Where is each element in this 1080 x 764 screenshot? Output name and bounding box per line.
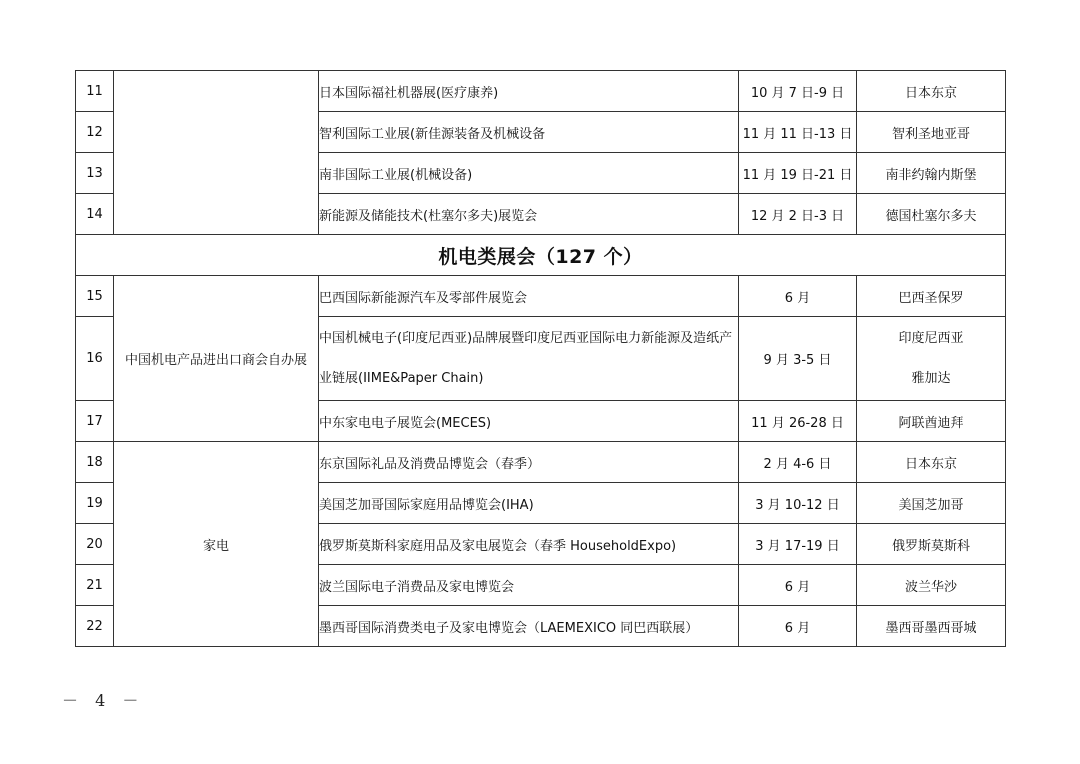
category-cell — [114, 71, 319, 235]
exhibition-location: 南非约翰内斯堡 — [857, 153, 1006, 194]
exhibition-location: 阿联酋迪拜 — [857, 401, 1006, 442]
row-number: 15 — [76, 276, 114, 317]
row-number: 12 — [76, 112, 114, 153]
row-number: 22 — [76, 606, 114, 647]
row-number: 20 — [76, 524, 114, 565]
exhibition-name: 墨西哥国际消费类电子及家电博览会（LAEMEXICO 同巴西联展） — [319, 606, 739, 647]
exhibition-date: 11 月 11 日-13 日 — [739, 112, 857, 153]
exhibition-date: 6 月 — [739, 606, 857, 647]
section-row — [76, 235, 1006, 276]
category-cell: 中国机电产品进出口商会自办展 — [114, 276, 319, 442]
row-number: 13 — [76, 153, 114, 194]
exhibition-date: 6 月 — [739, 276, 857, 317]
exhibition-location: 智利圣地亚哥 — [857, 112, 1006, 153]
exhibition-name: 智利国际工业展(新佳源装备及机械设备 — [319, 112, 739, 153]
exhibition-location: 波兰华沙 — [857, 565, 1006, 606]
exhibition-name: 中东家电电子展览会(MECES) — [319, 401, 739, 442]
exhibition-location-line: 印度尼西亚 — [898, 330, 964, 346]
exhibition-location: 俄罗斯莫斯科 — [857, 524, 1006, 565]
table-row — [76, 71, 1006, 112]
exhibition-date: 12 月 2 日-3 日 — [739, 194, 857, 235]
exhibition-date: 11 月 19 日-21 日 — [739, 153, 857, 194]
row-number: 21 — [76, 565, 114, 606]
exhibition-table — [75, 70, 1006, 647]
row-number: 19 — [76, 483, 114, 524]
exhibition-name-line: 中国机械电子(印度尼西亚)品牌展暨印度尼西亚国际电力新能源及造纸产 — [319, 330, 733, 346]
exhibition-location: 巴西圣保罗 — [857, 276, 1006, 317]
row-number: 18 — [76, 442, 114, 483]
exhibition-name: 巴西国际新能源汽车及零部件展览会 — [319, 276, 739, 317]
row-number: 16 — [76, 317, 114, 401]
exhibition-location: 日本东京 — [857, 71, 1006, 112]
page-number: － 4 － — [62, 691, 145, 710]
exhibition-name: 东京国际礼品及消费品博览会（春季） — [319, 442, 739, 483]
exhibition-location: 墨西哥墨西哥城 — [857, 606, 1006, 647]
section-title: 机电类展会（127 个） — [76, 235, 1006, 276]
exhibition-name: 南非国际工业展(机械设备) — [319, 153, 739, 194]
exhibition-date: 3 月 17-19 日 — [739, 524, 857, 565]
table-row — [76, 442, 1006, 483]
category-cell: 家电 — [114, 442, 319, 647]
exhibition-name: 日本国际福社机器展(医疗康养) — [319, 71, 739, 112]
exhibition-name-line: 业链展(IIME&Paper Chain) — [319, 370, 484, 386]
row-number: 14 — [76, 194, 114, 235]
table-row — [76, 276, 1006, 317]
row-number: 11 — [76, 71, 114, 112]
exhibition-location-line: 雅加达 — [911, 370, 951, 386]
exhibition-date: 9 月 3-5 日 — [739, 317, 857, 401]
exhibition-date: 3 月 10-12 日 — [739, 483, 857, 524]
exhibition-location: 日本东京 — [857, 442, 1006, 483]
exhibition-name: 新能源及储能技术(杜塞尔多夫)展览会 — [319, 194, 739, 235]
exhibition-location — [857, 317, 1006, 401]
exhibition-date: 6 月 — [739, 565, 857, 606]
exhibition-name: 波兰国际电子消费品及家电博览会 — [319, 565, 739, 606]
exhibition-name: 美国芝加哥国际家庭用品博览会(IHA) — [319, 483, 739, 524]
exhibition-date: 11 月 26-28 日 — [739, 401, 857, 442]
exhibition-date: 2 月 4-6 日 — [739, 442, 857, 483]
exhibition-location: 德国杜塞尔多夫 — [857, 194, 1006, 235]
exhibition-date: 10 月 7 日-9 日 — [739, 71, 857, 112]
exhibition-name: 俄罗斯莫斯科家庭用品及家电展览会（春季 HouseholdExpo) — [319, 524, 739, 565]
exhibition-name — [319, 317, 739, 401]
exhibition-location: 美国芝加哥 — [857, 483, 1006, 524]
row-number: 17 — [76, 401, 114, 442]
